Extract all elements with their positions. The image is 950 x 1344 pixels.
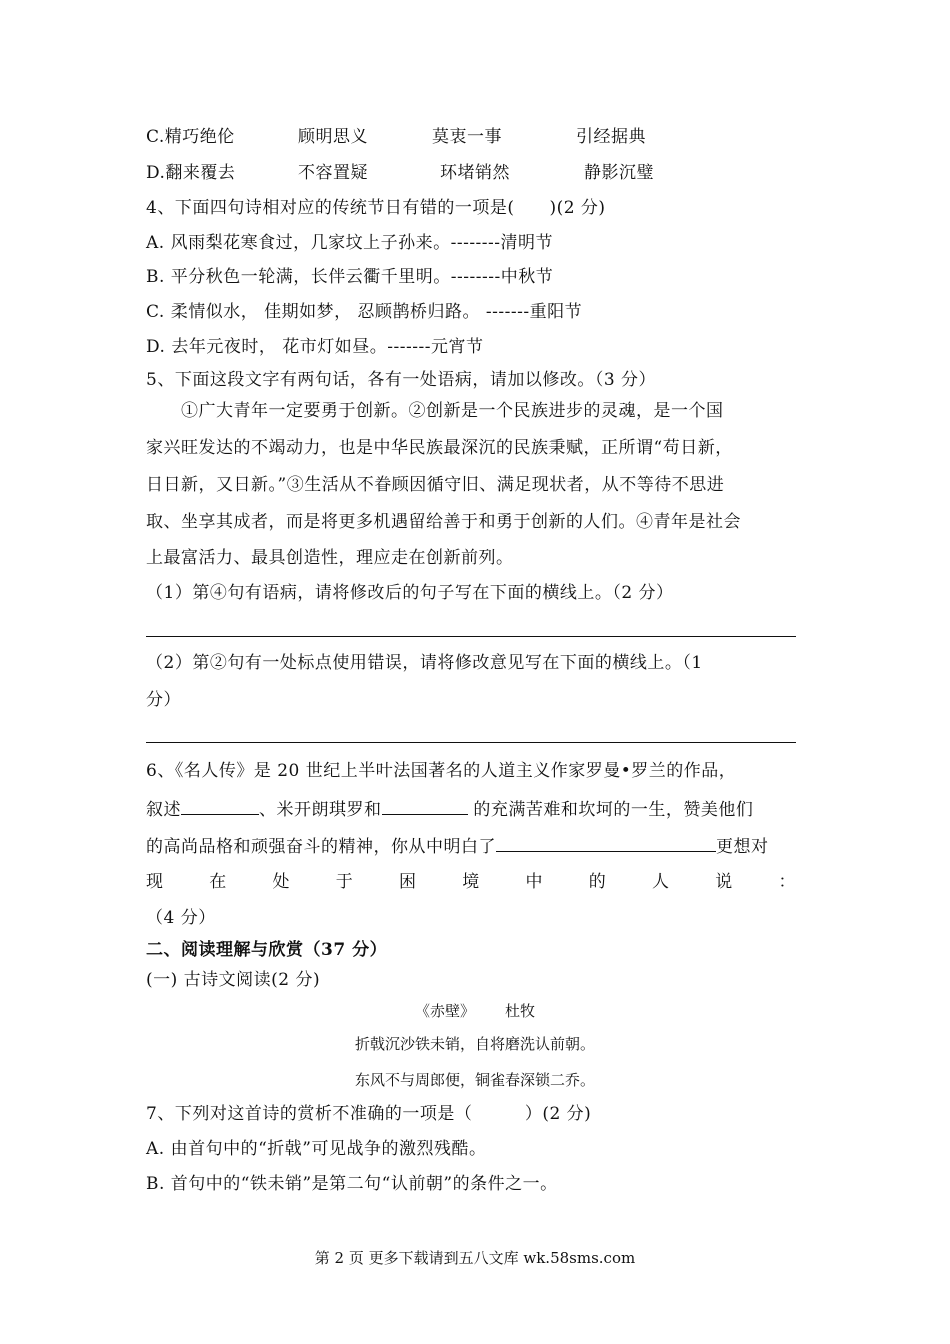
q4-option-d: D. 去年元夜时， 花市灯如昼。-------元宵节 <box>146 337 484 357</box>
q6-line4-char: 的 <box>588 872 607 892</box>
option-c-word-2: 顾明思义 <box>298 127 368 147</box>
q6-line-2 <box>146 796 753 822</box>
option-c-word-4: 引经据典 <box>576 127 646 147</box>
q4-option-c: C. 柔情似水， 佳期如梦， 忍顾鹊桥归路。 -------重阳节 <box>146 302 583 322</box>
q5-answer-line-1[interactable] <box>146 636 796 637</box>
q6-line3-part-b: 更想对 <box>716 837 769 857</box>
q5-para-line-3: 日日新，又日新。”③生活从不眷顾因循守旧、满足现状者，从不等待不思进 <box>146 475 725 495</box>
poem-title: 《赤壁》 <box>414 1002 475 1020</box>
q6-line4-char: 困 <box>399 872 417 892</box>
q5-sub2-line-1: （2）第②句有一处标点使用错误，请将修改意见写在下面的横线上。（1 <box>146 653 703 673</box>
q6-blank-3[interactable] <box>496 833 716 852</box>
q6-line4-char: 中 <box>525 872 543 892</box>
q6-line4-char: 现 <box>146 872 164 892</box>
q5-answer-line-2[interactable] <box>146 742 796 743</box>
q5-para-line-1: ①广大青年一定要勇于创新。②创新是一个民族进步的灵魂，是一个国 <box>146 401 724 421</box>
q6-line-1: 6、《名人传》是 20 世纪上半叶法国著名的人道主义作家罗曼•罗兰的作品， <box>146 761 737 781</box>
q5-para-line-4: 取、坐享其成者，而是将更多机遇留给善于和勇于创新的人们。④青年是社会 <box>146 512 741 532</box>
q6-line4-char: 说 <box>715 872 733 892</box>
q4-option-a: A. 风雨梨花寒食过，几家坟上子孙来。--------清明节 <box>146 233 554 253</box>
section-2-subtitle: (一) 古诗文阅读(2 分) <box>146 970 321 990</box>
q6-line2-part-b: 、米开朗琪罗和 <box>259 800 382 820</box>
q5-sub2-line-2: 分） <box>146 690 181 710</box>
q4-stem: 4、下面四句诗相对应的传统节日有错的一项是( )(2 分) <box>146 198 606 218</box>
q4-option-b: B. 平分秋色一轮满，长伴云衢千里明。--------中秋节 <box>146 267 554 287</box>
q6-line2-part-a: 叙述 <box>146 800 181 820</box>
option-d-word-3: 环堵销然 <box>440 163 510 183</box>
q5-para-line-2: 家兴旺发达的不竭动力，也是中华民族最深沉的民族秉赋，正所谓“苟日新， <box>146 438 733 458</box>
q5-para-line-5: 上最富活力、最具创造性，理应走在创新前列。 <box>146 548 514 568</box>
q7-option-b: B. 首句中的“铁未销”是第二句“认前朝”的条件之一。 <box>146 1174 558 1194</box>
poem-line-1: 折戟沉沙铁未销，自将磨洗认前朝。 <box>354 1035 595 1053</box>
q6-line-4 <box>146 870 796 894</box>
section-2-title: 二、阅读理解与欣赏（37 分） <box>146 940 388 960</box>
q6-line3-part-a: 的高尚品格和顽强奋斗的精神，你从中明白了 <box>146 837 496 857</box>
option-d-word-4: 静影沉璧 <box>584 163 654 183</box>
q6-line2-part-c: 的充满苦难和坎坷的一生，赞美他们 <box>467 800 754 820</box>
q6-line4-char: 于 <box>335 872 354 892</box>
option-d-word-2: 不容置疑 <box>298 163 368 183</box>
q6-line4-char: ： <box>778 872 796 892</box>
option-d-word-1: D.翻来覆去 <box>146 163 236 183</box>
poem-heading <box>0 1000 950 1022</box>
q7-stem: 7、下列对这首诗的赏析不准确的一项是（ ）(2 分) <box>146 1104 592 1124</box>
q7-option-a: A. 由首句中的“折戟”可见战争的激烈残酷。 <box>146 1139 487 1159</box>
q5-sub1: （1）第④句有语病，请将修改后的句子写在下面的横线上。（2 分） <box>146 583 674 603</box>
q6-line4-char: 人 <box>652 872 670 892</box>
poem-author: 杜牧 <box>505 1002 536 1020</box>
option-c-word-1: C.精巧绝伦 <box>146 127 235 147</box>
q6-line4-char: 处 <box>272 872 290 892</box>
q6-line-5: （4 分） <box>146 908 216 928</box>
q6-blank-1[interactable] <box>181 796 259 815</box>
q6-line4-char: 在 <box>209 872 227 892</box>
option-c-word-3: 莫衷一事 <box>432 127 502 147</box>
q6-blank-2[interactable] <box>382 796 468 815</box>
q5-stem: 5、下面这段文字有两句话，各有一处语病，请加以修改。（3 分） <box>146 370 657 390</box>
poem-line-2: 东风不与周郎便，铜雀春深锁二乔。 <box>354 1071 595 1089</box>
page-footer: 第 2 页 更多下载请到五八文库 wk.58sms.com <box>314 1249 636 1267</box>
q6-line-3 <box>146 833 769 859</box>
q6-line4-char: 境 <box>462 872 480 892</box>
